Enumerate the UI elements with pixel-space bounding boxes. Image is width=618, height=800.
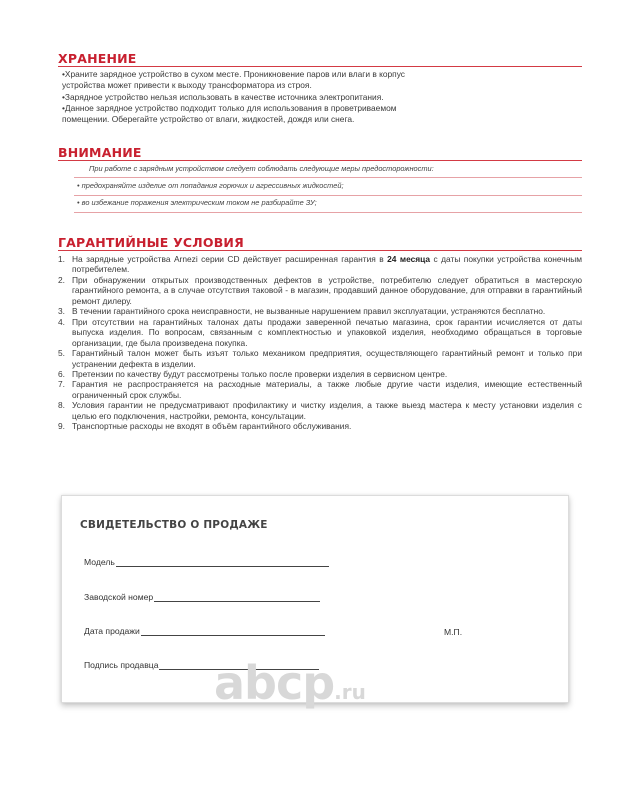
warranty-item — [58, 379, 582, 400]
warranty-item-text: В течении гарантийного срока неисправности, не вызванные нарушением правил эксплуатации, устраняются бесплатно. — [72, 306, 546, 317]
warning-item: • во избежание поражения электрическим током не разбирайте ЗУ; — [77, 198, 317, 207]
sale-certificate-title: СВИДЕТЕЛЬСТВО О ПРОДАЖЕ — [80, 519, 268, 531]
storage-line: •Данное зарядное устройство подходит только для использования в проветриваемом — [62, 102, 397, 113]
warranty-title: ГАРАНТИЙНЫЕ УСЛОВИЯ — [58, 235, 244, 250]
warning-divider-thin — [74, 177, 582, 178]
warranty-item-text: Условия гарантии не предусматривают профилактику и чистку изделия, а также выезд мастера к месту установки изделия с целью его подключения, настройки, ремонта, консультации. — [72, 400, 582, 421]
warranty-item-number: 2. — [58, 274, 65, 285]
warranty-item-text-part: На зарядные устройства Arnezi серии CD действует расширенная гарантия в — [72, 254, 388, 264]
warning-divider — [58, 160, 582, 161]
warranty-item-text: При отсутствии на гарантийных талонах даты продажи заверенной печатью магазина, срок гарантии исчисляется от даты выпуска изделия. По вопросам, связанным с комплектностью и упаковкой изделия, необходимо обращаться в торговые организации, где была произведена покупка. — [72, 316, 582, 348]
serial-number-field — [84, 592, 320, 602]
serial-number-input-line[interactable] — [154, 592, 320, 602]
warranty-item-number: 3. — [58, 306, 65, 317]
warranty-item — [58, 369, 582, 379]
warranty-period: 24 месяца — [387, 254, 431, 264]
warranty-item — [58, 421, 582, 431]
model-label: Модель — [84, 557, 115, 567]
warranty-item-text — [72, 254, 582, 275]
abcp-watermark — [214, 658, 366, 717]
warranty-item — [58, 254, 582, 275]
storage-divider — [58, 66, 582, 67]
watermark-main: abcp — [214, 656, 335, 710]
warranty-item — [58, 306, 582, 316]
warranty-item — [58, 348, 582, 369]
watermark-suffix: .ru — [334, 680, 366, 704]
warning-divider-thin — [74, 212, 582, 213]
warranty-list — [58, 254, 582, 432]
warranty-item-number: 7. — [58, 379, 65, 390]
storage-line: •Храните зарядное устройство в сухом месте. Проникновение паров или влаги в корпус — [62, 69, 405, 79]
warranty-item-number: 8. — [58, 400, 65, 411]
warning-item: • предохраняйте изделие от попадания горючих и агрессивных жидкостей; — [77, 181, 344, 190]
serial-number-label: Заводской номер — [84, 592, 154, 602]
warranty-item-number: 4. — [58, 316, 65, 327]
warranty-item-text-part: с даты покупки устройства конечным потребителем. — [72, 254, 583, 275]
sale-date-input-line[interactable] — [141, 626, 325, 636]
model-input-line[interactable] — [116, 557, 329, 567]
warning-intro: При работе с зарядным устройством следует соблюдать следующие меры предосторожности: — [89, 164, 434, 173]
warranty-item-text: Гарантия не распространяется на расходные материалы, а также любые другие части изделия, имеющие естественный ограниченный срок службы. — [72, 379, 582, 400]
model-field — [84, 557, 329, 567]
seller-signature-label: Подпись продавца — [84, 660, 159, 670]
storage-line: устройства может привести к выходу трансформатора из строя. — [62, 80, 312, 91]
storage-line: •Зарядное устройство нельзя использовать в качестве источника электропитания. — [62, 91, 384, 102]
warranty-item — [58, 400, 582, 421]
warranty-item-number: 9. — [58, 421, 65, 432]
warning-title: ВНИМАНИЕ — [58, 145, 142, 160]
warranty-item-text: При обнаружении открытых производственных дефектов в устройстве, потребителю следует обратиться в мастерскую гарантийного ремонта, а в случае отсутствия таковой - в магазин, продавший данное оборудование, для отправки в гарантийный ремонт дилеру. — [72, 274, 582, 306]
stamp-placeholder: М.П. — [444, 627, 463, 637]
warranty-item-number: 6. — [58, 368, 65, 379]
warranty-item-text: Претензии по качеству будут рассмотрены только после проверки изделия в сервисном центре. — [72, 368, 448, 379]
warranty-divider — [58, 250, 582, 251]
warranty-item-text: Транспортные расходы не входят в объём гарантийного обслуживания. — [72, 421, 352, 432]
warning-divider-thin — [74, 195, 582, 196]
sale-date-label: Дата продажи — [84, 626, 140, 636]
warranty-item — [58, 275, 582, 306]
sale-date-field — [84, 626, 325, 636]
storage-title: ХРАНЕНИЕ — [58, 51, 137, 66]
storage-line: помещении. Оберегайте устройство от влаги, жидкостей, дождя или снега. — [62, 114, 355, 125]
warranty-item-number: 1. — [58, 254, 65, 264]
storage-text — [62, 69, 482, 125]
warranty-item-number: 5. — [58, 348, 65, 359]
warranty-item — [58, 317, 582, 348]
warranty-item-text: Гарантийный талон может быть изъят только механиком предприятия, осуществляющего гарантийный ремонт и только при устранении дефекта в изделии. — [72, 348, 582, 369]
